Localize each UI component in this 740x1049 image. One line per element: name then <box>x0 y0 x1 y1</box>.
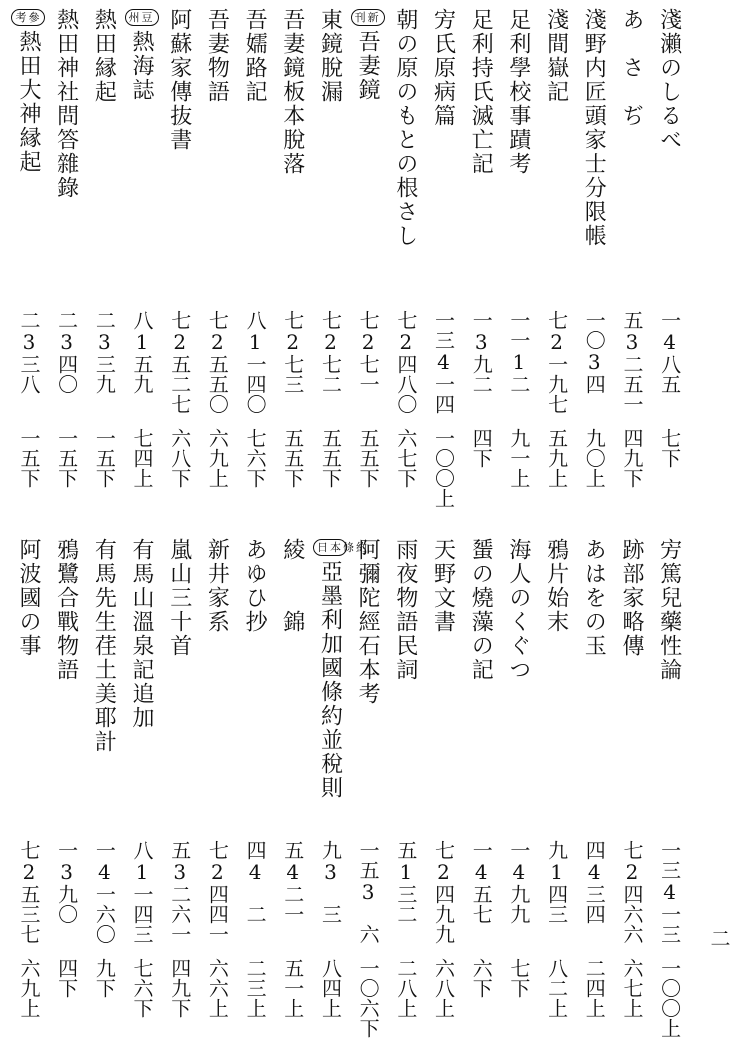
entry-title-text: 有馬先生荏土美耶計 <box>91 538 117 754</box>
entry-title <box>349 8 387 298</box>
entry-page-ref: 四下 <box>54 958 79 998</box>
index-entry <box>10 538 48 1046</box>
entry-page-ref: 一〇〇上 <box>431 428 456 508</box>
entry-page-ref: 二四上 <box>582 958 607 1018</box>
index-entry <box>123 8 161 528</box>
entry-title-text: 亞墨利加國條約並稅則 <box>317 560 343 800</box>
entry-title <box>47 538 85 828</box>
index-entry <box>10 8 48 528</box>
entry-volume-ref: 一4九九 <box>506 840 531 924</box>
index-entry <box>424 538 462 1046</box>
entry-title-text: 吾嬬路記 <box>242 8 268 104</box>
entry-page-ref: 四九下 <box>619 428 644 488</box>
index-entry <box>160 538 198 1046</box>
index-entry <box>462 8 500 528</box>
index-entry <box>613 8 651 528</box>
index-entry <box>198 538 236 1046</box>
entry-volume-ref: 七2七三 <box>280 310 305 394</box>
index-entry <box>575 8 613 528</box>
entry-title <box>236 8 274 298</box>
entry-title-text: 綾 錦 <box>279 538 305 634</box>
entry-page-ref: 二三上 <box>243 958 268 1018</box>
entry-volume-ref: 一五3 六 <box>356 840 381 944</box>
entry-title <box>613 538 651 828</box>
index-entry <box>537 8 575 528</box>
index-entry <box>387 8 425 528</box>
entry-page-ref: 六下 <box>469 958 494 998</box>
entry-volume-ref: 四4 二 <box>243 840 268 924</box>
index-entry <box>273 8 311 528</box>
entry-title <box>650 8 688 298</box>
entry-title-text: 熱田神社問答雜錄 <box>53 8 79 200</box>
index-entry <box>613 538 651 1046</box>
entry-page-ref: 七四上 <box>130 428 155 488</box>
entry-title <box>537 538 575 828</box>
index-entry <box>424 8 462 528</box>
index-entry <box>575 538 613 1046</box>
page-number: 二 <box>707 928 731 948</box>
entry-title <box>273 8 311 298</box>
lower-index-band <box>8 538 688 1046</box>
entry-title <box>424 8 462 298</box>
entry-volume-ref: 七2五五〇 <box>205 310 230 414</box>
entry-volume-ref: 一4五七 <box>469 840 494 924</box>
index-entry <box>387 538 425 1046</box>
entry-title-text: 朝の原のもとの根さし <box>392 8 418 248</box>
entry-title-text: 㝑篤兒藥性論 <box>656 538 682 682</box>
entry-title <box>462 8 500 298</box>
entry-title <box>462 538 500 828</box>
entry-volume-ref: 一3九〇 <box>54 840 79 924</box>
entry-volume-ref: 七2七二 <box>318 310 343 394</box>
entry-volume-ref: 八1五九 <box>130 310 155 394</box>
entry-title-text: 阿彌陀經石本考 <box>355 538 381 706</box>
entry-title <box>650 538 688 828</box>
entry-page-ref: 六六上 <box>205 958 230 1018</box>
entry-volume-ref: 七2五二七 <box>167 310 192 414</box>
entry-page-ref: 六七下 <box>393 428 418 488</box>
entry-title-text: 東鏡脫漏 <box>317 8 343 104</box>
entry-title-text: 足利持氏滅亡記 <box>468 8 494 176</box>
entry-title <box>123 538 161 828</box>
entry-page-ref: 四九下 <box>167 958 192 1018</box>
index-entry <box>160 8 198 528</box>
entry-title-text: あはをの玉 <box>581 538 607 658</box>
index-entry <box>236 8 274 528</box>
index-entry <box>537 538 575 1046</box>
entry-category-note: 刊新 <box>351 9 385 26</box>
entry-volume-ref: 二3四〇 <box>54 310 79 394</box>
entry-volume-ref: 一一1二 <box>506 310 531 394</box>
entry-title <box>500 538 538 828</box>
entry-page-ref: 八二上 <box>544 958 569 1018</box>
entry-title-text: 跡部家略傳 <box>618 538 644 658</box>
index-entry <box>47 538 85 1046</box>
entry-page-ref: 五五下 <box>280 428 305 488</box>
entry-volume-ref: 九1四三 <box>544 840 569 924</box>
index-entry <box>85 538 123 1046</box>
index-entry <box>198 8 236 528</box>
entry-page-ref: 一〇六下 <box>356 958 381 1038</box>
entry-volume-ref: 一三4一四 <box>431 310 456 414</box>
entry-title-text: 嵐山三十首 <box>166 538 192 658</box>
entry-volume-ref: 九3 三 <box>318 840 343 924</box>
entry-volume-ref: 七2七一 <box>356 310 381 394</box>
entry-title-text: 熱海誌 <box>129 30 155 102</box>
entry-title-text: 海人のくぐつ <box>505 538 531 682</box>
entry-title-text: 吾妻物語 <box>204 8 230 104</box>
entry-page-ref: 一五下 <box>92 428 117 488</box>
entry-volume-ref: 七2五三七 <box>16 840 41 944</box>
entry-title <box>160 8 198 298</box>
entry-title-text: 熱田縁起 <box>91 8 117 104</box>
entry-category-note: 日本條約 <box>313 539 347 556</box>
entry-title <box>387 8 425 298</box>
entry-page-ref: 六八上 <box>431 958 456 1018</box>
entry-title-text: 鴉片始末 <box>543 538 569 634</box>
entry-volume-ref: 四4三四 <box>582 840 607 924</box>
entry-title <box>273 538 311 828</box>
entry-title <box>500 8 538 298</box>
entry-title-text: 雨夜物語民詞 <box>392 538 418 682</box>
entry-volume-ref: 七2四六六 <box>619 840 644 944</box>
entry-page-ref: 九〇上 <box>582 428 607 488</box>
entry-title <box>123 8 161 298</box>
entry-page-ref: 七下 <box>657 428 682 468</box>
entry-page-ref: 一五下 <box>16 428 41 488</box>
entry-title <box>47 8 85 298</box>
entry-page-ref: 九下 <box>92 958 117 998</box>
entry-title <box>424 538 462 828</box>
entry-page-ref: 五五下 <box>318 428 343 488</box>
entry-title-text: 吾妻鏡 <box>355 30 381 102</box>
entry-title <box>613 8 651 298</box>
index-entry <box>47 8 85 528</box>
entry-volume-ref: 一三4一三 <box>657 840 682 944</box>
entry-volume-ref: 二3三八 <box>16 310 41 394</box>
entry-page-ref: 六九上 <box>16 958 41 1018</box>
entry-page-ref: 九一上 <box>506 428 531 488</box>
entry-volume-ref: 七2四九九 <box>431 840 456 944</box>
entry-title-text: 㝑氏原病篇 <box>430 8 456 128</box>
upper-index-band <box>8 8 688 528</box>
index-entry <box>349 538 387 1046</box>
entry-title-text: 淺瀨のしるべ <box>656 8 682 152</box>
entry-title-text: 足利學校事蹟考 <box>505 8 531 176</box>
entry-category-note: 考參 <box>11 9 45 26</box>
entry-volume-ref: 八1一四三 <box>130 840 155 944</box>
entry-title <box>198 8 236 298</box>
index-entry <box>273 538 311 1046</box>
entry-volume-ref: 五4二一 <box>280 840 305 924</box>
entry-title-text: 阿波國の事 <box>15 538 41 658</box>
entry-title <box>198 538 236 828</box>
index-entry <box>650 8 688 528</box>
entry-title <box>10 538 48 828</box>
entry-volume-ref: 七2四四一 <box>205 840 230 944</box>
entry-page-ref: 一〇〇上 <box>657 958 682 1038</box>
entry-title <box>537 8 575 298</box>
entry-page-ref: 六九上 <box>205 428 230 488</box>
entry-page-ref: 八四上 <box>318 958 343 1018</box>
entry-title <box>160 538 198 828</box>
index-entry <box>349 8 387 528</box>
index-entry <box>236 538 274 1046</box>
index-entry <box>500 8 538 528</box>
entry-page-ref: 七六下 <box>130 958 155 1018</box>
entry-volume-ref: 五3二六一 <box>167 840 192 944</box>
entry-page-ref: 一五下 <box>54 428 79 488</box>
entry-page-ref: 二八上 <box>393 958 418 1018</box>
entry-volume-ref: 五3二五一 <box>619 310 644 414</box>
entry-title-text: 有馬山溫泉記追加 <box>129 538 155 730</box>
entry-page-ref: 五五下 <box>356 428 381 488</box>
entry-title <box>85 538 123 828</box>
entry-title-text: 淺野内匠頭家士分限帳 <box>581 8 607 248</box>
entry-title-text: あ さ ぢ <box>618 8 644 128</box>
entry-title-text: 新井家系 <box>204 538 230 634</box>
index-entry <box>650 538 688 1046</box>
index-entry <box>311 8 349 528</box>
entry-title-text: 鴉鷺合戰物語 <box>53 538 79 682</box>
entry-page-ref: 六八下 <box>167 428 192 488</box>
entry-title <box>349 538 387 828</box>
entry-volume-ref: 一3九二 <box>469 310 494 394</box>
entry-page-ref: 五九上 <box>544 428 569 488</box>
entry-page-ref: 七下 <box>506 958 531 998</box>
entry-title-text: あゆひ抄 <box>242 538 268 634</box>
index-entry <box>462 538 500 1046</box>
entry-volume-ref: 一4八五 <box>657 310 682 394</box>
entry-title <box>10 8 48 298</box>
entry-category-note: 州豆 <box>125 9 159 26</box>
entry-volume-ref: 一4一六〇 <box>92 840 117 944</box>
entry-title <box>311 8 349 298</box>
entry-title-text: 熱田大神縁起 <box>15 30 41 174</box>
entry-volume-ref: 二3三九 <box>92 310 117 394</box>
entry-page-ref: 四下 <box>469 428 494 468</box>
entry-title-text: 吾妻鏡板本脫落 <box>279 8 305 176</box>
entry-volume-ref: 七2四八〇 <box>393 310 418 414</box>
entry-title-text: 蜑の燒藻の記 <box>468 538 494 682</box>
entry-title <box>575 538 613 828</box>
entry-volume-ref: 八1一四〇 <box>243 310 268 414</box>
entry-volume-ref: 一〇3四 <box>582 310 607 394</box>
entry-title-text: 天野文書 <box>430 538 456 634</box>
entry-title <box>575 8 613 298</box>
entry-volume-ref: 五1三二 <box>393 840 418 924</box>
entry-title <box>387 538 425 828</box>
entry-page-ref: 五一上 <box>280 958 305 1018</box>
entry-page-ref: 七六下 <box>243 428 268 488</box>
index-entry <box>500 538 538 1046</box>
entry-volume-ref: 七2一九七 <box>544 310 569 414</box>
entry-title-text: 淺間嶽記 <box>543 8 569 104</box>
entry-title <box>85 8 123 298</box>
index-entry <box>85 8 123 528</box>
entry-title <box>236 538 274 828</box>
entry-title-text: 阿蘇家傳抜書 <box>166 8 192 152</box>
entry-page-ref: 六七上 <box>619 958 644 1018</box>
index-entry <box>123 538 161 1046</box>
